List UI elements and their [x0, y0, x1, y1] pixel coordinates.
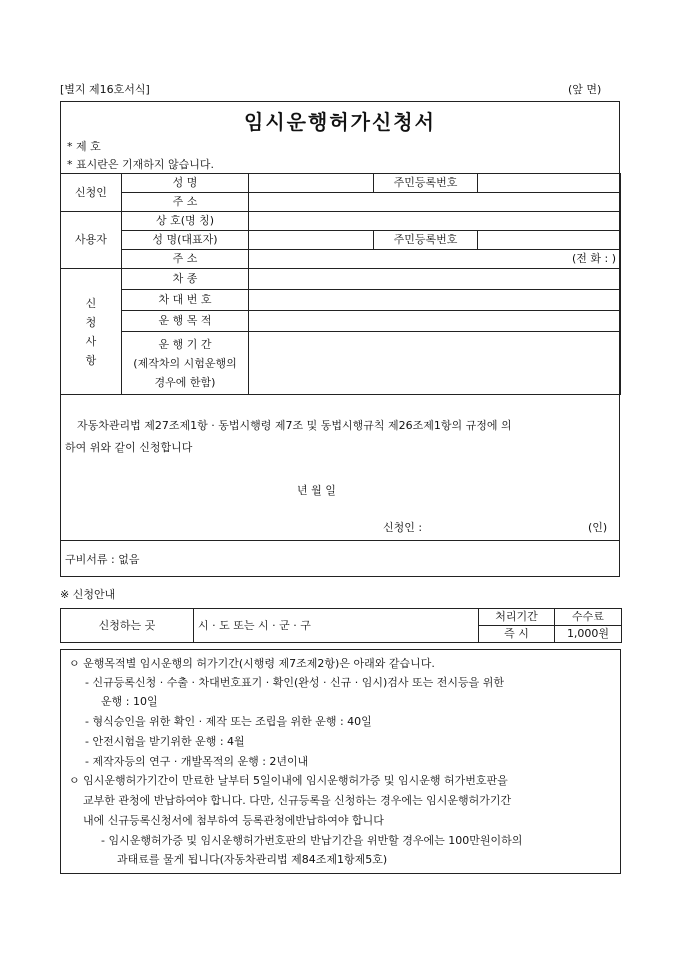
info-item: - 신규등록신청 · 수출 · 차대번호표기 · 확인(완성 · 신규 · 임시)검사 또는 전시등을 위한	[85, 676, 505, 689]
group-char: 청	[85, 315, 97, 329]
info-item: - 형식승인을 위한 확인 · 제작 또는 조립을 위한 운행 : 40일	[85, 715, 372, 728]
applicant-address-label: 주 소	[122, 193, 249, 212]
user-representative-field[interactable]	[249, 231, 374, 250]
chassis-number-field[interactable]	[249, 290, 621, 311]
page-side-label: (앞 면)	[568, 83, 602, 96]
group-char: 사	[85, 334, 97, 348]
user-address-label: 주 소	[122, 250, 249, 269]
group-char: 항	[85, 353, 97, 367]
divider	[61, 540, 619, 541]
purpose-label: 운 행 목 적	[122, 311, 249, 332]
applicant-name-label: 성 명	[122, 174, 249, 193]
purpose-field[interactable]	[249, 311, 621, 332]
where-value: 시 · 도 또는 시 · 군 · 구	[194, 609, 479, 643]
signer-label: 신청인 :	[383, 521, 423, 534]
form-table	[60, 173, 621, 395]
user-phone-label: (전 화 : )	[571, 252, 616, 265]
fee-label: 수수료	[555, 609, 622, 626]
info-penalty: - 임시운행허가증 및 임시운행허가번호판의 반납기간을 위반할 경우에는 100만원이하의	[101, 834, 523, 847]
period-label-line: (제작차의 시험운행의	[133, 356, 237, 370]
info-penalty-cont: 과태료를 물게 됩니다(자동차관리법 제84조제1항제5호)	[117, 853, 388, 866]
user-representative-label: 성 명(대표자)	[122, 231, 249, 250]
info-box	[60, 649, 621, 874]
seal-mark: (인)	[588, 521, 608, 534]
user-address-field[interactable]	[249, 250, 621, 269]
info-paragraph-2-cont: 내에 신규등록신청서에 첨부하여 등록관청에반납하여야 합니다	[83, 814, 384, 827]
applicant-rrn-field[interactable]	[478, 174, 621, 193]
user-group-label: 사용자	[61, 212, 122, 269]
info-paragraph-1: ㅇ 운행목적별 임시운행의 허가기간(시행령 제7조제2항)은 아래와 같습니다.	[69, 657, 435, 670]
notice-text: * 표시란은 기재하지 않습니다.	[67, 158, 214, 171]
form-number: [별지 제16호서식]	[60, 83, 150, 96]
info-paragraph-2: ㅇ 임시운행허가기간이 만료한 날부터 5일이내에 임시운행허가증 및 임시운행 허가번호판을	[69, 774, 508, 787]
chassis-number-label: 차 대 번 호	[122, 290, 249, 311]
vehicle-type-field[interactable]	[249, 269, 621, 290]
vehicle-type-label: 차 종	[122, 269, 249, 290]
receipt-number-label: * 제 호	[67, 140, 101, 153]
form-title: 임시운행허가신청서	[244, 110, 436, 134]
applicant-group-label: 신청인	[61, 174, 122, 212]
where-label: 신청하는 곳	[61, 609, 194, 643]
user-rrn-label: 주민등록번호	[374, 231, 478, 250]
info-paragraph-2-cont: 교부한 관청에 반납하여야 합니다. 다만, 신규등록을 신청하는 경우에는 임시운행허가기간	[83, 794, 512, 807]
fee-value: 1,000원	[555, 626, 622, 643]
declaration-line-2: 하여 위와 같이 신청합니다	[65, 441, 193, 454]
period-field[interactable]	[249, 332, 621, 395]
processing-period-label: 처리기간	[479, 609, 555, 626]
period-label	[122, 332, 249, 395]
processing-period-value: 즉 시	[479, 626, 555, 643]
application-form	[60, 101, 620, 577]
applicant-rrn-label: 주민등록번호	[374, 174, 478, 193]
guide-table	[60, 608, 622, 643]
application-date: 년 월 일	[297, 484, 336, 497]
period-label-line: 운 행 기 간	[158, 337, 212, 351]
period-label-line: 경우에 한함)	[154, 375, 216, 389]
applicant-name-field[interactable]	[249, 174, 374, 193]
user-trade-name-field[interactable]	[249, 212, 621, 231]
user-trade-name-label: 상 호(명 칭)	[122, 212, 249, 231]
group-char: 신	[85, 296, 97, 310]
required-documents: 구비서류 : 없음	[65, 553, 140, 566]
application-group-label	[61, 269, 122, 395]
info-item-cont: 운행 : 10일	[101, 695, 158, 708]
info-item: - 안전시험을 받기위한 운행 : 4월	[85, 735, 245, 748]
user-rrn-field[interactable]	[478, 231, 621, 250]
guide-title: ※ 신청안내	[60, 588, 116, 601]
declaration-line-1: 자동차관리법 제27조제1항 · 동법시행령 제7조 및 동법시행규칙 제26조제1항의 규정에 의	[77, 419, 512, 432]
info-item: - 제작자등의 연구 · 개발목적의 운행 : 2년이내	[85, 755, 309, 768]
applicant-address-field[interactable]	[249, 193, 621, 212]
